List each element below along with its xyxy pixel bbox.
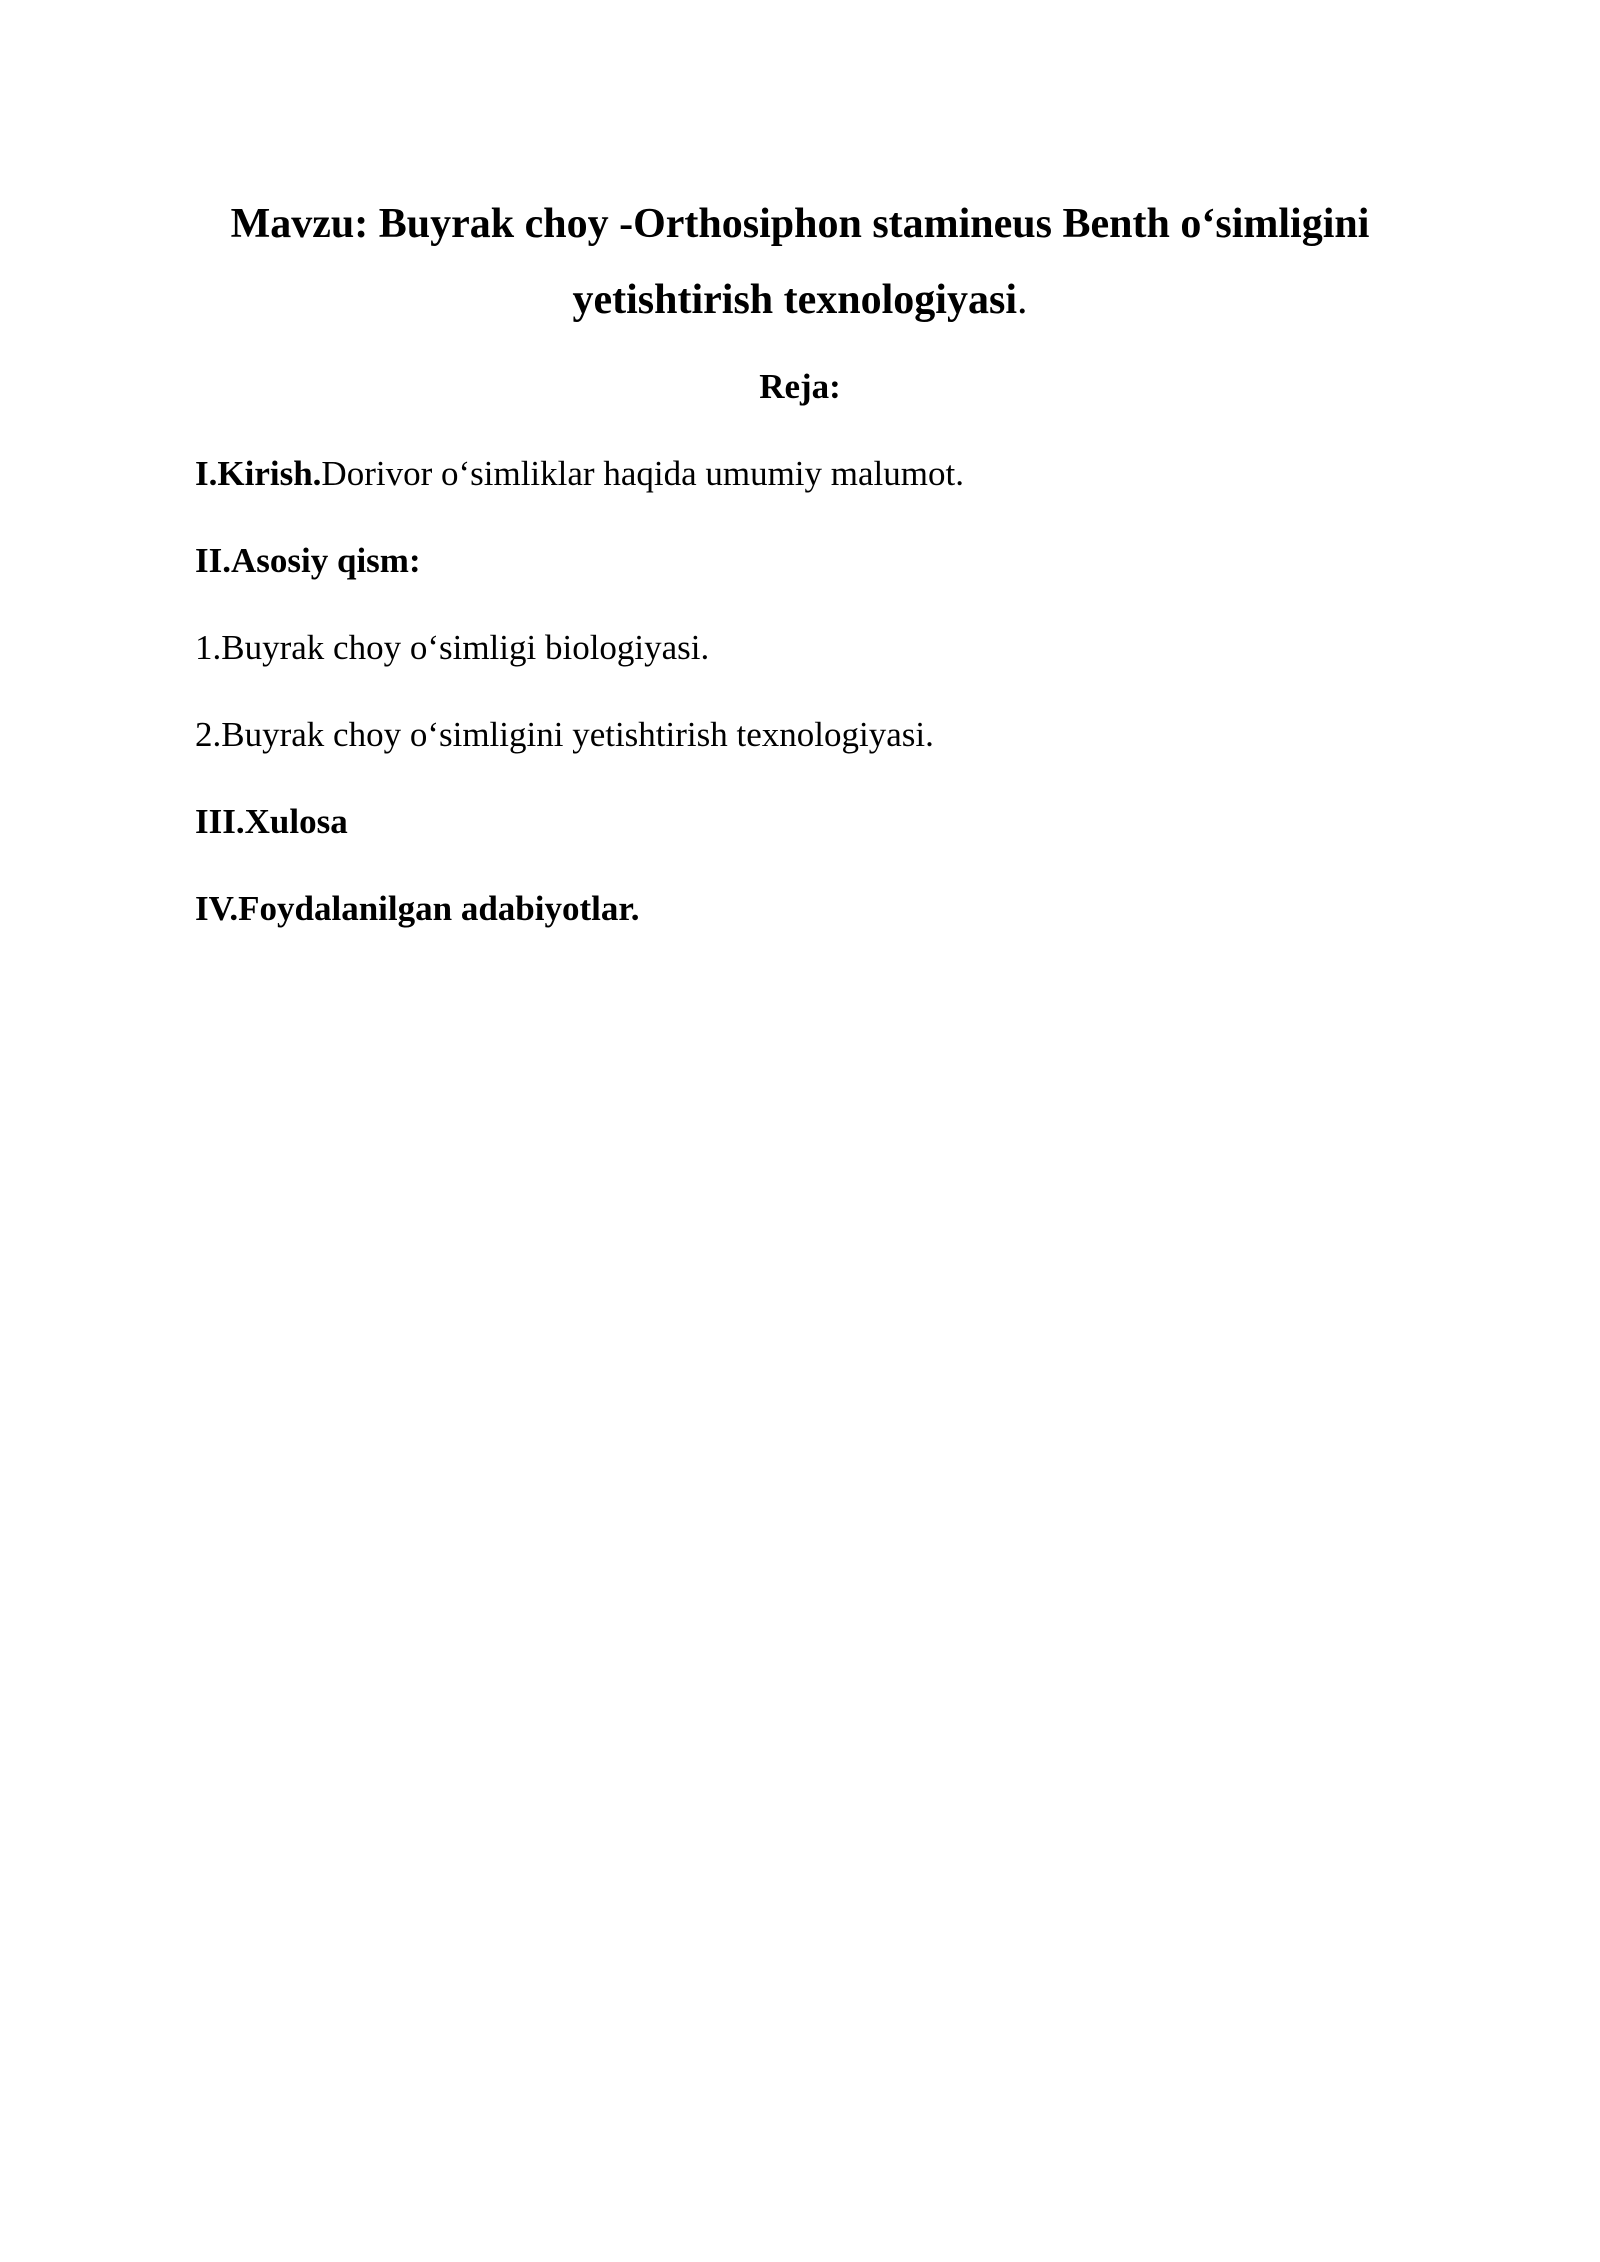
- plan-outline: [195, 449, 1435, 971]
- outline-item-introduction: [195, 449, 1435, 499]
- title-line-2: [160, 262, 1440, 338]
- title-line-2-period: .: [1017, 277, 1028, 323]
- outline-item-technology: 2.Buyrak choy o‘simligini yetishtirish texnologiyasi.: [195, 715, 934, 754]
- document-title: [160, 186, 1440, 338]
- title-line-1: Mavzu: Buyrak choy -Orthosiphon stamineus Benth o‘simligini: [230, 201, 1370, 247]
- outline-item-introduction-text: Dorivor o‘simliklar haqida umumiy malumot.: [321, 454, 964, 493]
- outline-item-conclusion: III.Xulosa: [195, 802, 348, 841]
- outline-item-references: IV.Foydalanilgan adabiyotlar.: [195, 889, 640, 928]
- plan-heading: Reja:: [759, 367, 841, 406]
- title-line-2-text: yetishtirish texnologiyasi: [572, 277, 1017, 323]
- outline-item-main-part: II.Asosiy qism:: [195, 541, 421, 580]
- outline-item-biology: 1.Buyrak choy o‘simligi biologiyasi.: [195, 628, 710, 667]
- outline-item-introduction-marker: I.Kirish.: [195, 454, 322, 493]
